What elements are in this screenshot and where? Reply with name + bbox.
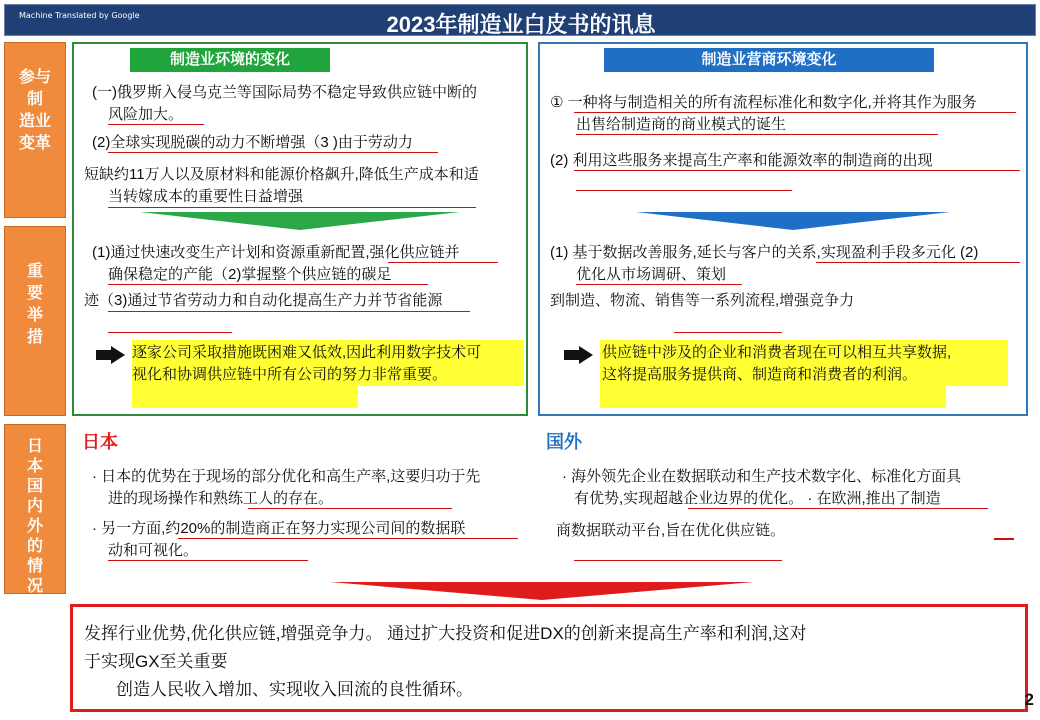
underline (108, 311, 470, 312)
left-line-4: 短缺约11万人以及原材料和能源价格飙升,降低生产成本和适 (84, 166, 479, 183)
left-measure-2: 确保稳定的产能（2)掌握整个供应链的碳足 (108, 266, 392, 283)
right-arrow-stem (564, 350, 580, 360)
underline (674, 332, 782, 333)
right-panel-title: 制造业营商环境变化 (604, 48, 934, 72)
conclusion-line-2: 于实现GX至关重要 (84, 652, 228, 671)
underline (108, 124, 204, 125)
japan-heading: 日本 (82, 432, 118, 452)
underline (178, 538, 518, 539)
page-number: 2 (1024, 690, 1034, 709)
right-measure-2: 优化从市场调研、策划 (576, 266, 727, 283)
title-bar (4, 4, 1036, 36)
side-label-change (4, 42, 66, 218)
underline (816, 262, 1020, 263)
japan-bullet-2b: 动和可视化。 (108, 542, 199, 559)
overseas-heading: 国外 (546, 432, 582, 452)
side-label-measures-text: 重要举措 (26, 263, 43, 346)
page-title: 2023年制造业白皮书的讯息 (386, 12, 656, 37)
right-highlight-2: 这将提高服务提供商、制造商和消费者的利润。 (602, 366, 918, 383)
right-arrow-icon (579, 346, 593, 364)
overseas-bullet-1c: 商数据联动平台,旨在优化供应链。 (556, 522, 786, 539)
underline (108, 284, 428, 285)
underline (574, 170, 1020, 171)
overseas-bullet-1: · 海外领先企业在数据联动和生产技术数字化、标准化方面具 (562, 468, 962, 485)
right-measure-3: 到制造、物流、销售等一系列流程,增强竞争力 (550, 292, 855, 309)
underline (574, 112, 1016, 113)
underline (108, 152, 438, 153)
machine-translation-note: Machine Translated by Google (19, 11, 140, 20)
left-line-1: (一)俄罗斯入侵乌克兰等国际局势不稳定导致供应链中断的 (92, 84, 477, 101)
left-panel-title: 制造业环境的变化 (130, 48, 330, 72)
overseas-bullet-1b: 有优势,实现超越企业边界的优化。 · 在欧洲,推出了制造 (574, 490, 941, 507)
japan-bullet-1b: 进的现场操作和熟练工人的存在。 (108, 490, 334, 507)
right-line-1: ① 一种将与制造相关的所有流程标准化和数字化,并将其作为服务 (550, 94, 977, 111)
left-highlight-1: 逐家公司采取措施既困难又低效,因此利用数字技术可 (132, 344, 482, 361)
down-arrow-icon (636, 212, 950, 232)
underline (108, 560, 308, 561)
left-measure-3: 迹（3)通过节省劳动力和自动化提高生产力并节省能源 (84, 292, 443, 309)
right-arrow-stem (96, 350, 112, 360)
underline (574, 560, 782, 561)
side-label-change-line1: 参与制 (18, 69, 51, 108)
left-highlight-2: 视化和协调供应链中所有公司的努力非常重要。 (132, 366, 448, 383)
down-arrow-icon (140, 212, 460, 232)
underline (576, 284, 742, 285)
japan-bullet-2: · 另一方面,约20%的制造商正在努力实现公司间的数据联 (92, 520, 466, 537)
side-label-change-line2: 造业变革 (18, 113, 51, 152)
underline (108, 207, 476, 208)
left-line-2: 风险加大。 (108, 106, 184, 123)
underline (108, 332, 232, 333)
side-label-domestic (4, 424, 66, 594)
right-line-3: (2) 利用这些服务来提高生产率和能源效率的制造商的出现 (550, 152, 933, 169)
right-measure-1: (1) 基于数据改善服务,延长与客户的关系,实现盈利手段多元化 (2) (550, 244, 979, 261)
underline (576, 134, 938, 135)
underline (688, 508, 988, 509)
right-highlight-bg (600, 386, 946, 408)
down-arrow-icon (330, 582, 754, 602)
left-line-3: (2)全球实现脱碳的动力不断增强（3 )由于劳动力 (92, 134, 413, 151)
left-highlight-bg (132, 386, 358, 408)
left-line-5: 当转嫁成本的重要性日益增强 (108, 188, 304, 205)
left-measure-1: (1)通过快速改变生产计划和资源重新配置,强化供应链并 (92, 244, 460, 261)
conclusion-line-1: 发挥行业优势,优化供应链,增强竞争力。 通过扩大投资和促进DX的创新来提高生产率和利润,这对 (84, 624, 807, 643)
side-label-domestic-text: 日本国内外的情况 (26, 438, 43, 595)
right-highlight-1: 供应链中涉及的企业和消费者现在可以相互共享数据, (602, 344, 952, 361)
underline (248, 508, 452, 509)
right-line-2: 出售给制造商的商业模式的诞生 (576, 116, 787, 133)
underline (576, 190, 792, 191)
underline (388, 262, 498, 263)
japan-bullet-1: · 日本的优势在于现场的部分优化和高生产率,这要归功于先 (92, 468, 481, 485)
underline (994, 538, 1014, 540)
right-arrow-icon (111, 346, 125, 364)
conclusion-line-3: 创造人民收入增加、实现收入回流的良性循环。 (116, 680, 473, 699)
side-label-measures (4, 226, 66, 416)
